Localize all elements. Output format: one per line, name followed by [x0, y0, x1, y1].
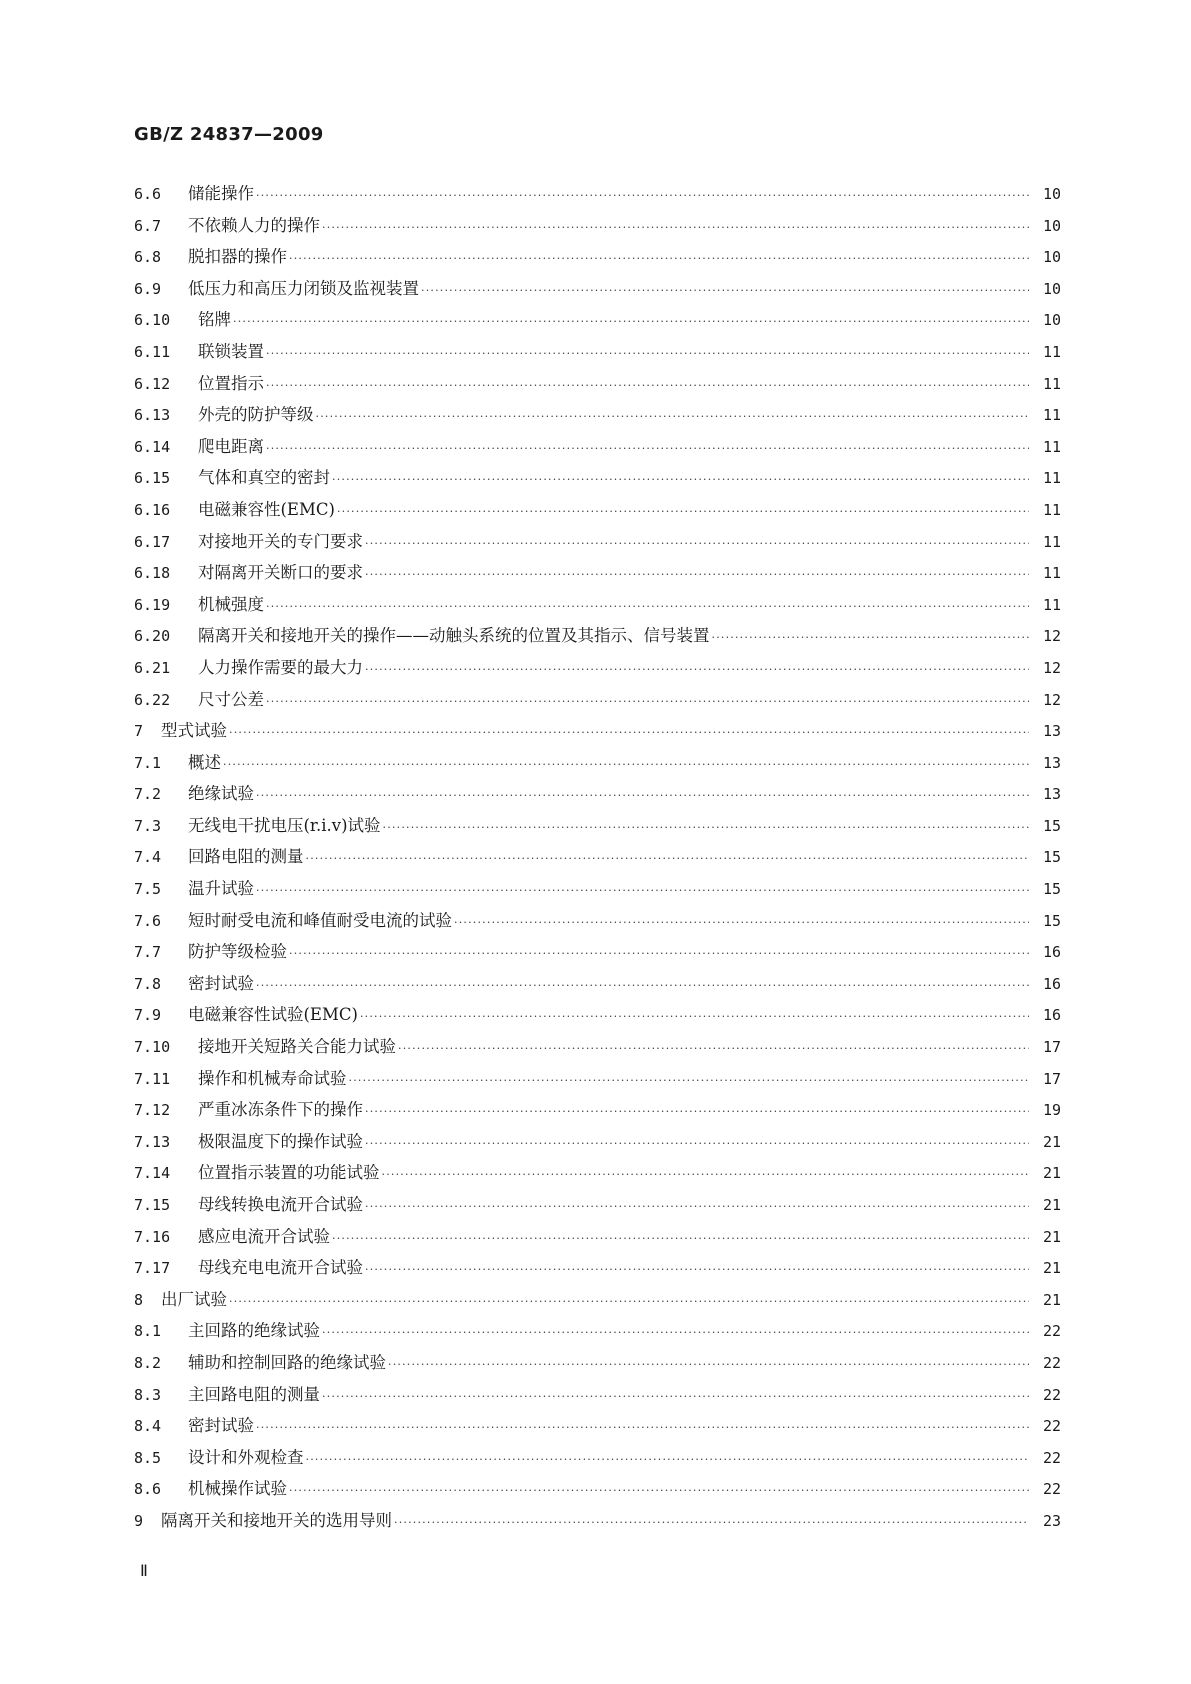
toc-entry-page: 11: [1042, 406, 1061, 425]
toc-entry-page: 11: [1042, 469, 1061, 488]
toc-entry-page: 15: [1042, 880, 1061, 899]
toc-entry-number: 6.22: [134, 690, 171, 709]
toc-entry-title: 密封试验: [188, 973, 254, 993]
toc-dot-leader: [365, 664, 1029, 675]
toc-entry-number: 6.14: [134, 437, 171, 456]
toc-entry[interactable]: [134, 1349, 1061, 1381]
toc-entry-number: 7.6: [134, 911, 162, 930]
toc-entry[interactable]: [134, 528, 1061, 560]
toc-entry-number: 6.7: [134, 216, 162, 235]
toc-entry-page: 11: [1042, 500, 1061, 519]
toc-entry[interactable]: [134, 622, 1061, 654]
toc-entry-page: 11: [1042, 374, 1061, 393]
toc-entry-page: 12: [1042, 690, 1061, 709]
toc-entry-page: 11: [1042, 595, 1061, 614]
toc-entry-title: 严重冰冻条件下的操作: [198, 1100, 363, 1120]
toc-entry[interactable]: [134, 338, 1061, 370]
toc-entry[interactable]: [134, 1381, 1061, 1413]
toc-entry-page: 22: [1042, 1480, 1061, 1499]
toc-dot-leader: [365, 1106, 1029, 1117]
toc-entry-number: 6.17: [134, 532, 171, 551]
toc-entry-number: 8.1: [134, 1322, 162, 1341]
toc-entry-number: 6.19: [134, 595, 171, 614]
toc-entry-title: 操作和机械寿命试验: [198, 1068, 347, 1088]
toc-entry-number: 7.9: [134, 1006, 162, 1025]
toc-entry[interactable]: [134, 433, 1061, 465]
toc-dot-leader: [398, 1043, 1029, 1054]
toc-entry-page: 22: [1042, 1322, 1061, 1341]
toc-dot-leader: [233, 316, 1029, 327]
toc-dot-leader: [306, 1454, 1030, 1465]
toc-dot-leader: [256, 885, 1029, 896]
toc-entry[interactable]: [134, 1033, 1061, 1065]
toc-dot-leader: [322, 1391, 1029, 1402]
toc-dot-leader: [229, 1296, 1029, 1307]
toc-entry-title: 铭牌: [198, 310, 231, 330]
toc-entry-page: 22: [1042, 1417, 1061, 1436]
toc-entry[interactable]: [134, 970, 1061, 1002]
toc-entry-title: 位置指示装置的功能试验: [198, 1163, 380, 1183]
toc-dot-leader: [337, 506, 1029, 517]
toc-dot-leader: [360, 1011, 1029, 1022]
toc-dot-leader: [256, 1422, 1029, 1433]
toc-entry[interactable]: [134, 780, 1061, 812]
toc-dot-leader: [454, 917, 1029, 928]
toc-entry-title: 隔离开关和接地开关的选用导则: [161, 1510, 392, 1530]
toc-entry[interactable]: [134, 591, 1061, 623]
toc-dot-leader: [266, 348, 1029, 359]
toc-entry[interactable]: [134, 1159, 1061, 1191]
toc-entry-number: 6.21: [134, 658, 171, 677]
toc-entry-number: 6.15: [134, 469, 171, 488]
toc-dot-leader: [289, 1485, 1029, 1496]
toc-entry-page: 21: [1042, 1227, 1061, 1246]
toc-entry-page: 16: [1042, 1006, 1061, 1025]
toc-entry[interactable]: [134, 938, 1061, 970]
toc-entry[interactable]: [134, 1444, 1061, 1476]
toc-entry-page: 12: [1042, 627, 1061, 646]
toc-entry-title: 联锁装置: [198, 341, 264, 361]
toc-entry-title: 爬电距离: [198, 436, 264, 456]
toc-entry-page: 12: [1042, 658, 1061, 677]
toc-entry-title: 出厂试验: [161, 1289, 227, 1309]
toc-entry-number: 7.12: [134, 1101, 171, 1120]
toc-entry-page: 11: [1042, 564, 1061, 583]
toc-entry-page: 21: [1042, 1196, 1061, 1214]
toc-entry[interactable]: [134, 243, 1061, 275]
toc-entry-page: 21: [1042, 1164, 1061, 1183]
toc-entry[interactable]: [134, 843, 1061, 875]
toc-entry-title: 接地开关短路关合能力试验: [198, 1037, 396, 1057]
toc-entry-page: 11: [1042, 342, 1061, 361]
toc-entry[interactable]: [134, 180, 1061, 212]
toc-entry[interactable]: [134, 1475, 1061, 1507]
toc-dot-leader: [332, 1233, 1029, 1244]
toc-entry-title: 人力操作需要的最大力: [198, 657, 363, 677]
toc-entry[interactable]: [134, 1191, 1061, 1223]
toc-entry-number: 6.16: [134, 500, 171, 519]
toc-entry-page: 16: [1042, 943, 1061, 962]
toc-entry-number: 8.5: [134, 1448, 162, 1467]
toc-entry-title: 不依赖人力的操作: [188, 215, 320, 235]
toc-entry-number: 6.11: [134, 342, 171, 361]
toc-entry-title: 短时耐受电流和峰值耐受电流的试验: [188, 910, 452, 930]
toc-entry-page: 10: [1042, 216, 1061, 235]
toc-entry-title: 对隔离开关断口的要求: [198, 563, 363, 583]
toc-dot-leader: [289, 948, 1029, 959]
toc-entry-title: 主回路的绝缘试验: [188, 1321, 320, 1341]
toc-dot-leader: [332, 474, 1029, 485]
toc-entry-number: 7.16: [134, 1227, 171, 1246]
toc-entry[interactable]: [134, 717, 1061, 749]
toc-entry-number: 6.9: [134, 279, 162, 298]
toc-dot-leader: [365, 1138, 1029, 1149]
toc-entry-page: 11: [1042, 437, 1061, 456]
toc-entry[interactable]: [134, 306, 1061, 338]
toc-entry-page: 19: [1042, 1101, 1061, 1120]
toc-entry-number: 7.17: [134, 1259, 171, 1278]
toc-entry-title: 位置指示: [198, 373, 264, 393]
toc-dot-leader: [306, 853, 1030, 864]
toc-dot-leader: [712, 632, 1030, 643]
toc-entry-number: 6.6: [134, 185, 162, 203]
toc-entry[interactable]: [134, 559, 1061, 591]
toc-entry-number: 7.13: [134, 1132, 171, 1151]
toc-entry-number: 9: [134, 1511, 144, 1530]
toc-entry-page: 22: [1042, 1448, 1061, 1467]
toc-entry-number: 8.4: [134, 1417, 162, 1436]
toc-dot-leader: [388, 1359, 1029, 1370]
toc-dot-leader: [229, 727, 1029, 738]
toc-entry[interactable]: [134, 1317, 1061, 1349]
toc-entry-page: 22: [1042, 1353, 1061, 1372]
toc-entry-title: 气体和真空的密封: [198, 468, 330, 488]
toc-dot-leader: [322, 222, 1029, 233]
toc-entry-title: 电磁兼容性试验(EMC): [188, 1005, 358, 1025]
toc-entry-page: 13: [1042, 753, 1061, 772]
toc-entry[interactable]: [134, 370, 1061, 402]
toc-entry[interactable]: [134, 1412, 1061, 1444]
toc-entry-number: 7: [134, 722, 144, 741]
toc-entry-title: 主回路电阻的测量: [188, 1384, 320, 1404]
toc-entry-number: 8.3: [134, 1385, 162, 1404]
toc-entry-title: 绝缘试验: [188, 784, 254, 804]
toc-entry-number: 7.11: [134, 1069, 171, 1088]
toc-entry[interactable]: [134, 401, 1061, 433]
toc-entry-page: 11: [1042, 532, 1061, 551]
toc-entry[interactable]: [134, 1001, 1061, 1033]
toc-entry-page: 16: [1042, 974, 1061, 993]
toc-entry-page: 10: [1042, 279, 1061, 298]
toc-entry[interactable]: [134, 1223, 1061, 1255]
toc-entry-number: 8: [134, 1290, 144, 1309]
toc-entry-title: 防护等级检验: [188, 942, 287, 962]
toc-entry-number: 7.1: [134, 753, 162, 772]
toc-entry-page: 15: [1042, 816, 1061, 835]
toc-entry[interactable]: [134, 686, 1061, 718]
toc-entry-number: 7.2: [134, 785, 162, 804]
toc-dot-leader: [349, 1075, 1030, 1086]
toc-entry[interactable]: [134, 1096, 1061, 1128]
toc-entry-number: 7.7: [134, 943, 162, 962]
toc-dot-leader: [223, 759, 1029, 770]
toc-entry-page: 10: [1042, 311, 1061, 330]
toc-entry[interactable]: [134, 275, 1061, 307]
toc-dot-leader: [256, 980, 1029, 991]
toc-entry[interactable]: [134, 749, 1061, 781]
toc-entry[interactable]: [134, 1128, 1061, 1160]
toc-dot-leader: [382, 1169, 1030, 1180]
toc-entry-number: 8.6: [134, 1480, 162, 1499]
toc-entry-page: 17: [1042, 1069, 1061, 1088]
toc-entry-title: 隔离开关和接地开关的操作——动触头系统的位置及其指示、信号装置: [198, 626, 710, 646]
toc-entry[interactable]: [134, 1286, 1061, 1318]
toc-entry-title: 电磁兼容性(EMC): [198, 499, 335, 519]
toc-entry-title: 极限温度下的操作试验: [198, 1131, 363, 1151]
toc-entry-number: 7.3: [134, 816, 162, 835]
toc-dot-leader: [365, 569, 1029, 580]
page-number-footer: Ⅱ: [140, 1563, 147, 1580]
document-id-header: GB/Z 24837—2009: [134, 124, 324, 145]
toc-dot-leader: [365, 1264, 1029, 1275]
toc-entry-title: 母线充电电流开合试验: [198, 1258, 363, 1278]
toc-dot-leader: [394, 1517, 1029, 1528]
toc-entry-number: 6.10: [134, 311, 171, 330]
toc-dot-leader: [322, 1327, 1029, 1338]
toc-entry-page: 21: [1042, 1132, 1061, 1151]
toc-entry-number: 6.8: [134, 248, 162, 267]
toc-entry-title: 回路电阻的测量: [188, 847, 304, 867]
toc-entry-number: 7.14: [134, 1164, 171, 1183]
toc-entry-title: 母线转换电流开合试验: [198, 1195, 363, 1214]
toc-entry-number: 7.5: [134, 880, 162, 899]
toc-entry-page: 23: [1042, 1511, 1061, 1530]
toc-entry[interactable]: [134, 1065, 1061, 1097]
toc-entry-page: 21: [1042, 1259, 1061, 1278]
toc-entry[interactable]: [134, 875, 1061, 907]
toc-dot-leader: [365, 1201, 1029, 1212]
toc-entry-page: 10: [1042, 185, 1061, 203]
toc-entry-number: 7.15: [134, 1196, 171, 1214]
toc-entry-title: 外壳的防护等级: [198, 405, 314, 425]
toc-dot-leader: [383, 822, 1029, 833]
toc-dot-leader: [256, 790, 1029, 801]
toc-entry[interactable]: [134, 496, 1061, 528]
toc-entry-page: 15: [1042, 848, 1061, 867]
toc-entry-title: 密封试验: [188, 1416, 254, 1436]
toc-dot-leader: [316, 411, 1030, 422]
toc-entry[interactable]: [134, 654, 1061, 686]
toc-entry-title: 机械强度: [198, 594, 264, 614]
toc-entry-title: 概述: [188, 752, 221, 772]
toc-entry-number: 6.18: [134, 564, 171, 583]
toc-entry-title: 低压力和高压力闭锁及监视装置: [188, 278, 419, 298]
toc-entry[interactable]: [134, 907, 1061, 939]
toc-dot-leader: [365, 538, 1029, 549]
toc-entry-page: 13: [1042, 722, 1061, 741]
toc-entry-page: 15: [1042, 911, 1061, 930]
toc-entry-title: 机械操作试验: [188, 1479, 287, 1499]
toc-entry-page: 17: [1042, 1038, 1061, 1057]
toc-entry-title: 脱扣器的操作: [188, 247, 287, 267]
toc-entry-number: 6.20: [134, 627, 171, 646]
toc-entry-title: 无线电干扰电压(r.i.v)试验: [188, 815, 381, 835]
toc-entry[interactable]: [134, 812, 1061, 844]
toc-entry[interactable]: [134, 464, 1061, 496]
toc-entry-number: 6.13: [134, 406, 171, 425]
toc-dot-leader: [266, 380, 1029, 391]
toc-entry[interactable]: [134, 1507, 1061, 1539]
table-of-contents: [134, 180, 1061, 1539]
toc-entry-page: 22: [1042, 1385, 1061, 1404]
toc-dot-leader: [266, 601, 1029, 612]
toc-dot-leader: [421, 285, 1029, 296]
toc-entry-title: 型式试验: [161, 721, 227, 741]
toc-entry-title: 对接地开关的专门要求: [198, 531, 363, 551]
toc-entry-number: 7.4: [134, 848, 162, 867]
toc-entry-number: 7.10: [134, 1038, 171, 1057]
toc-dot-leader: [256, 190, 1029, 201]
toc-entry-page: 21: [1042, 1290, 1061, 1309]
toc-entry[interactable]: [134, 212, 1061, 244]
toc-entry-number: 7.8: [134, 974, 162, 993]
toc-entry-title: 温升试验: [188, 879, 254, 899]
toc-entry-number: 8.2: [134, 1353, 162, 1372]
toc-entry-title: 辅助和控制回路的绝缘试验: [188, 1352, 386, 1372]
toc-entry-title: 储能操作: [188, 184, 254, 203]
toc-entry-title: 感应电流开合试验: [198, 1226, 330, 1246]
toc-entry-page: 10: [1042, 248, 1061, 267]
toc-dot-leader: [266, 696, 1029, 707]
toc-entry[interactable]: [134, 1254, 1061, 1286]
toc-dot-leader: [289, 253, 1029, 264]
toc-entry-page: 13: [1042, 785, 1061, 804]
toc-dot-leader: [266, 443, 1029, 454]
toc-entry-title: 尺寸公差: [198, 689, 264, 709]
toc-entry-title: 设计和外观检查: [188, 1447, 304, 1467]
toc-entry-number: 6.12: [134, 374, 171, 393]
